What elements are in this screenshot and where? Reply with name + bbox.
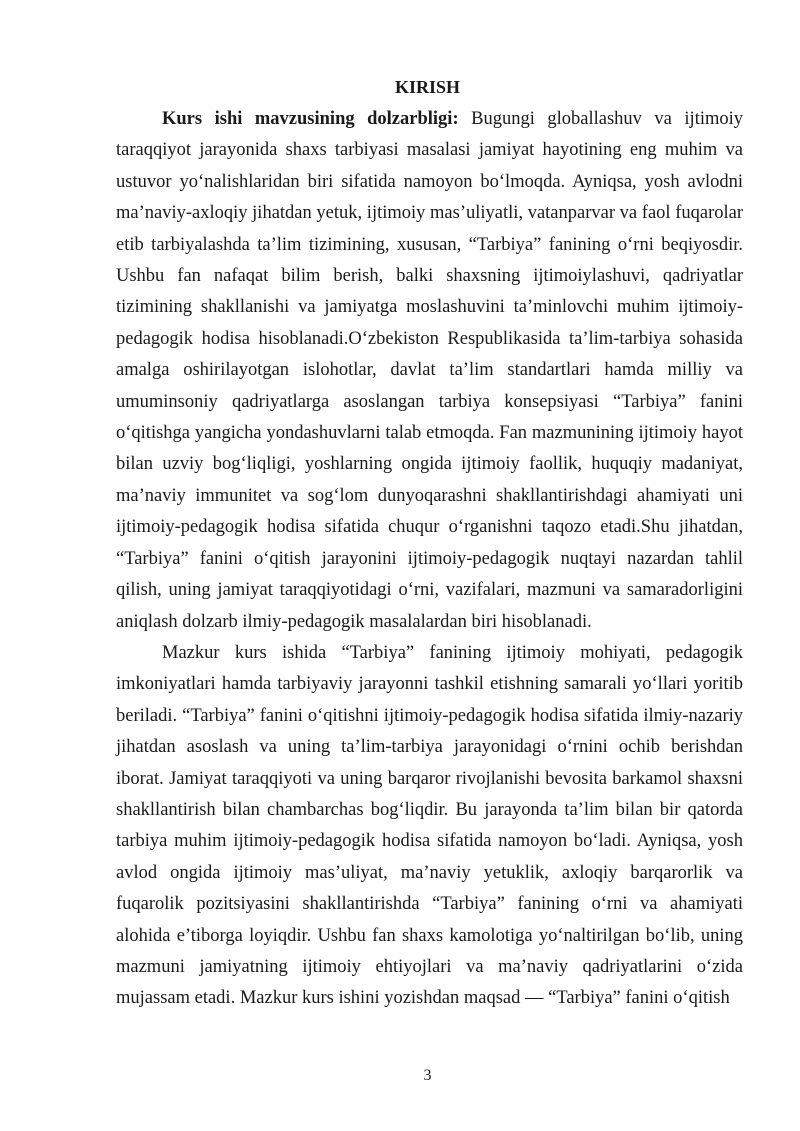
paragraph-purpose: Mazkur kurs ishida “Tarbiya” fanining ijtimoiy mohiyati, pedagogik imkoniyatlari hamda tarbiyaviy jarayonni tashkil etishning samarali yo‘llari yoritib beriladi. “Tarbiya” fanini o‘qitishni ijtimoiy-pedagogik hodisa sifatida ilmiy-nazariy jihatdan asoslash va uning ta’lim-tarbiya jarayonidagi o‘rnini ochib berishdan iborat. Jamiyat taraqqiyoti va uning barqaror rivojlanishi bevosita barkamol shaxsni shakllantirish bilan chambarchas bog‘liqdir. Bu jarayonda ta’lim bilan bir qatorda tarbiya muhim ijtimoiy-pedagogik hodisa sifatida namoyon bo‘ladi. Ayniqsa, yosh avlod ongida ijtimoiy mas’uliyat, ma’naviy yetuklik, axloqiy barqarorlik va fuqarolik pozitsiyasini shakllantirishda “Tarbiya” fanining o‘rni va ahamiyati alohida e’tiborga loyiqdir. Ushbu fan shaxs kamolotiga yo‘naltirilgan bo‘lib, uning mazmuni jamiyatning ijtimoiy ehtiyojlari va ma’naviy qadriyatlarini o‘zida mujassam etadi. Mazkur kurs ishini yozishdan maqsad — “Tarbiya” fanini o‘qitish	[116, 642, 743, 1009]
paragraph-lead: Kurs ishi mavzusining dolzarbligi:	[162, 109, 459, 129]
paragraph-text: Bugungi globallashuv va ijtimoiy taraqqiyot jarayonida shaxs tarbiyasi masalasi jamiyat hayotining eng muhim va ustuvor yo‘nalishlaridan biri sifatida namoyon bo‘lmoqda. Ayniqsa, yosh avlodni ma’naviy-axloqiy jihatdan yetuk, ijtimoiy mas’uliyatli, vatanparvar va faol fuqarolar etib tarbiyalashda ta’lim tizimining, xususan, “Tarbiya” fanining o‘rni beqiyosdir. Ushbu fan nafaqat bilim berish, balki shaxsning ijtimoiylashuvi, qadriyatlar tizimining shakllanishi va jamiyatga moslashuvini ta’minlovchi muhim ijtimoiy-pedagogik hodisa hisoblanadi.O‘zbekiston Respublikasida ta’lim-tarbiya sohasida amalga oshirilayotgan islohotlar, davlat ta’lim standartlari hamda milliy va umuminsoniy qadriyatlarga asoslangan tarbiya konsepsiyasi “Tarbiya” fanini o‘qitishga yangicha yondashuvlarni talab etmoqda. Fan mazmunining ijtimoiy hayot bilan uzviy bog‘liqligi, yoshlarning ongida ijtimoiy faollik, huquqiy madaniyat, ma’naviy immunitet va sog‘lom dunyoqarashni shakllantirishdagi ahamiyati uni ijtimoiy-pedagogik hodisa sifatida chuqur o‘rganishni taqozo etadi.Shu jihatdan, “Tarbiya” fanini o‘qitish jarayonini ijtimoiy-pedagogik nuqtayi nazardan tahlil qilish, uning jamiyat taraqqiyotidagi o‘rni, vazifalari, mazmuni va samaradorligini aniqlash dolzarb ilmiy-pedagogik masalalardan biri hisoblanadi.	[116, 109, 744, 632]
section-heading: KIRISH	[394, 77, 461, 97]
paragraph-relevance	[116, 104, 743, 638]
body-text	[116, 104, 743, 1015]
page-number: 3	[423, 1067, 432, 1084]
